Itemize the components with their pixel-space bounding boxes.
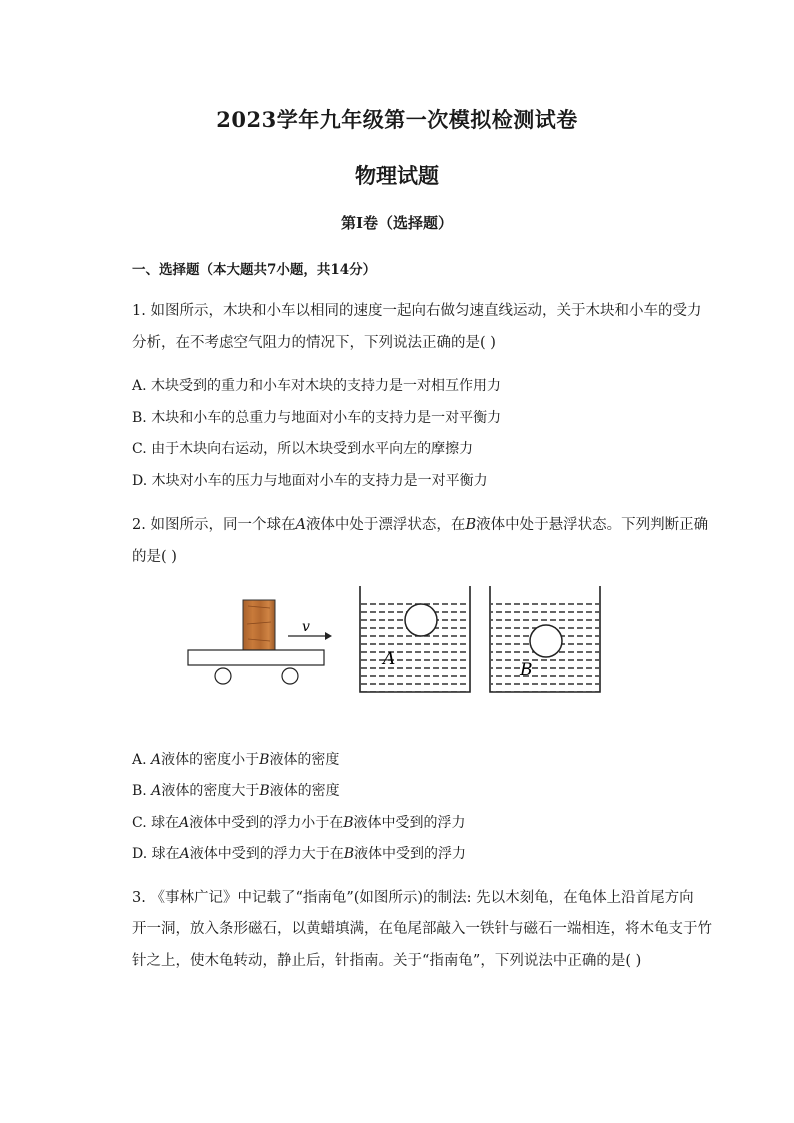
q3-stem-line1: 3. 《事林广记》中记载了“指南龟”(如图所示)的制法: 先以木刻龟，在龟体上沿首尾方向 — [132, 890, 694, 906]
q3-stem-line2: 开一洞，放入条形磁石，以黄蜡填满，在龟尾部敲入一铁针与磁石一端相连，将木龟支于竹 — [132, 921, 712, 937]
cart-wheel-right — [282, 668, 298, 684]
cart-wheel-left — [215, 668, 231, 684]
q2-stem-line2: 的是( ) — [132, 549, 177, 565]
q2-option-a: A. A液体的密度小于B液体的密度 — [132, 752, 340, 768]
q1-option-d: D. 木块对小车的压力与地面对小车的支持力是一对平衡力 — [132, 473, 488, 489]
q2-figure — [180, 584, 610, 696]
q1-stem-line1: 1. 如图所示，木块和小车以相同的速度一起向右做匀速直线运动，关于木块和小车的受力 — [132, 303, 702, 319]
q1-option-c: C. 由于木块向右运动，所以木块受到水平向左的摩擦力 — [132, 441, 474, 457]
liquid-a-label: A — [383, 649, 396, 669]
wood-block — [243, 600, 275, 650]
liquid-b-label: B — [520, 660, 533, 680]
q2-option-b: B. A液体的密度大于B液体的密度 — [132, 783, 340, 799]
cart-body — [188, 650, 324, 665]
exam-title: 2023学年九年级第一次模拟检测试卷 — [216, 107, 578, 132]
velocity-label: v — [302, 619, 310, 635]
container-a — [360, 586, 470, 692]
q3-stem-line3: 针之上，使木龟转动，静止后，针指南。关于“指南龟”，下列说法中正确的是( ) — [132, 953, 642, 969]
floating-ball — [405, 604, 437, 636]
q2-option-c: C. 球在A液体中受到的浮力小于在B液体中受到的浮力 — [132, 815, 466, 831]
q2-option-d: D. 球在A液体中受到的浮力大于在B液体中受到的浮力 — [132, 846, 467, 862]
container-b — [490, 586, 600, 692]
subject-title: 物理试题 — [355, 163, 439, 188]
q2-stem-line1: 2. 如图所示，同一个球在A液体中处于漂浮状态，在B液体中处于悬浮状态。下列判断正确 — [132, 517, 709, 533]
q1-stem-line2: 分析，在不考虑空气阻力的情况下，下列说法正确的是( ) — [132, 335, 496, 351]
q1-option-a: A. 木块受到的重力和小车对木块的支持力是一对相互作用力 — [132, 378, 502, 394]
section-heading: 一、选择题（本大题共7小题，共14分） — [132, 262, 377, 278]
q1-option-b: B. 木块和小车的总重力与地面对小车的支持力是一对平衡力 — [132, 410, 502, 426]
volume-title: 第Ⅰ卷（选择题） — [340, 214, 454, 232]
suspended-ball — [530, 625, 562, 657]
cart-diagram — [188, 600, 332, 684]
